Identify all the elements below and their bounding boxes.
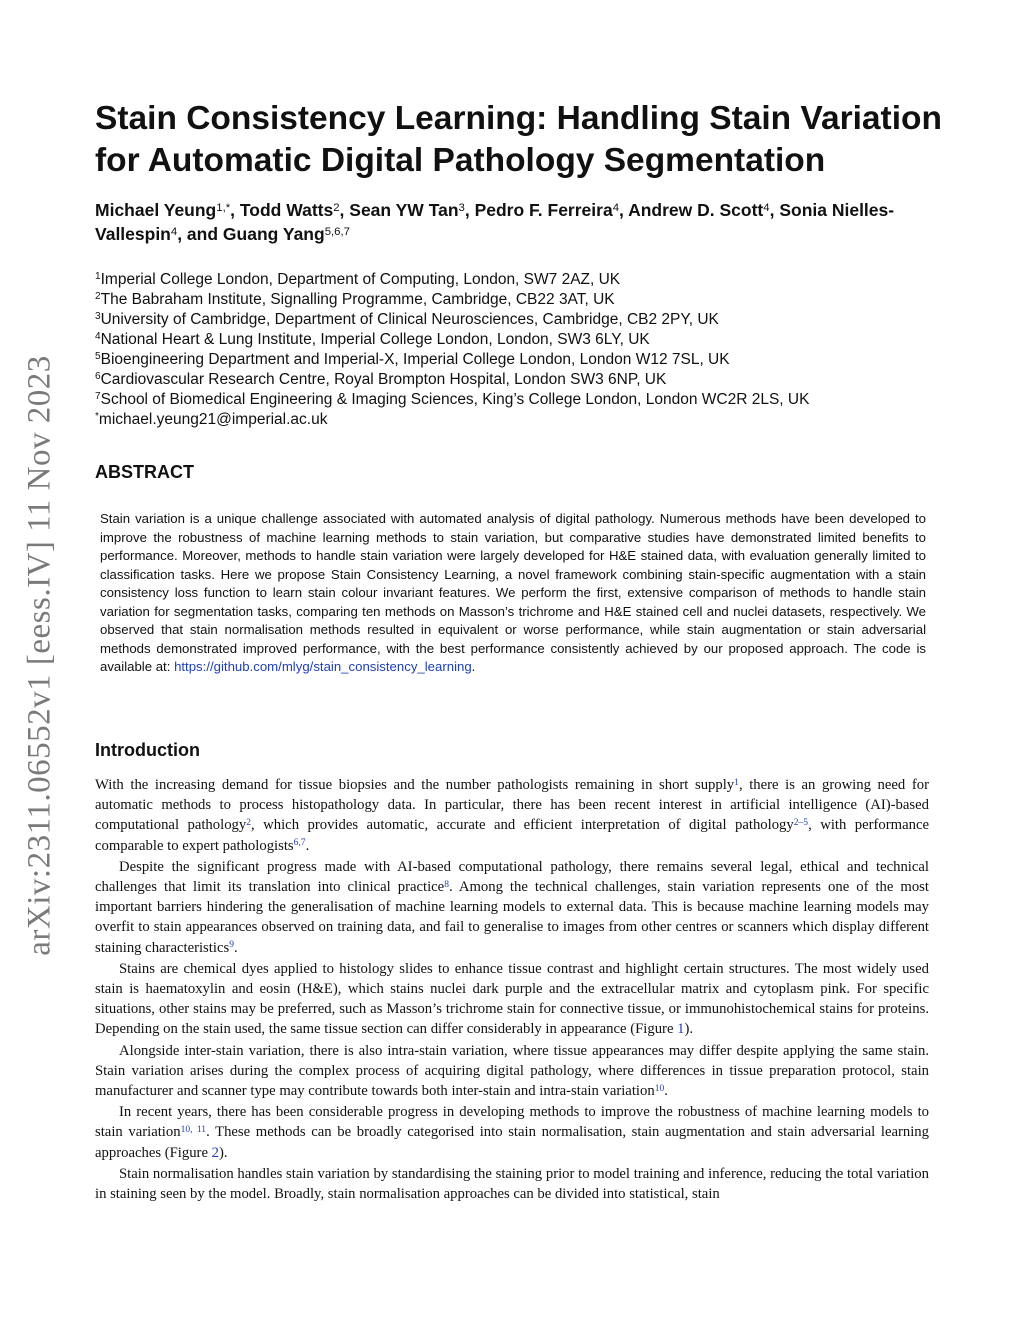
author-name: Michael Yeung: [95, 200, 217, 220]
abstract-heading: ABSTRACT: [95, 462, 194, 482]
code-link[interactable]: https://github.com/mlyg/stain_consistency_learning: [174, 659, 472, 674]
affiliation-list: [95, 270, 945, 430]
figure-link[interactable]: 1: [677, 1021, 685, 1038]
paragraph: Stains are chemical dyes applied to histology slides to enhance tissue contrast and highlight certain structures. The most widely used stain is haematoxylin and eosin (H&E), which stains nuclei dark purple and the extracellular matrix and cytoplasm pink. For specific situations, other stains may be preferred, such as Masson’s trichrome stain for connective tissue, or immunohistochemical stains for proteins. Depending on the stain used, the same tissue section can differ considerably in appearance (Figure 1).: [95, 960, 929, 1038]
author-name: Andrew D. Scott: [628, 200, 764, 220]
citation-link[interactable]: 6,7: [293, 837, 306, 849]
paragraph: In recent years, there has been considerable progress in developing methods to improve the robustness of machine learning models to stain variation$^{10, 11}$. These methods can be broadly categorised into stain normalisation, stain augmentation and stain adversarial learning approaches (Figure 2).: [95, 1104, 929, 1161]
affiliation-item: $^4$National Heart & Lung Institute, Imperial College London, London, SW3 6LY, UK: [95, 331, 650, 348]
citation-link[interactable]: 10: [654, 1082, 665, 1094]
paragraph: Alongside inter-stain variation, there is also intra-stain variation, where tissue appearances may differ despite applying the same stain. Stain variation arises during the complex process of acquiring digital pathology, where differences in tissue preparation protocol, stain manufacturer and scanner type may contribute towards both inter-stain and intra-stain variation$^{10}$.: [95, 1042, 929, 1100]
citation-link[interactable]: 10, 11: [180, 1124, 207, 1136]
author-affil-mark: 3: [458, 201, 465, 214]
figure-link[interactable]: 2: [211, 1144, 219, 1161]
arxiv-identifier: arXiv:2311.06552v1 [eess.IV] 11 Nov 2023: [21, 354, 58, 956]
author-name: Todd Watts: [239, 200, 334, 220]
author-affil-mark: 4: [612, 201, 620, 214]
citation-link[interactable]: 9: [229, 939, 234, 951]
citation-link[interactable]: 2: [246, 817, 252, 829]
paper-title: Stain Consistency Learning: Handling Stain Variation for Automatic Digital Pathology Segmentation: [95, 100, 942, 179]
affiliation-item: $^1$Imperial College London, Department of Computing, London, SW7 2AZ, UK: [95, 271, 621, 288]
author-name: Guang Yang: [222, 224, 325, 244]
affiliation-item: $^5$Bioengineering Department and Imperial-X, Imperial College London, London W12 7SL, UK: [95, 351, 730, 368]
corresponding-email: *michael.yeung21@imperial.ac.uk: [95, 411, 328, 428]
author-affil-mark: 1,*: [216, 201, 231, 214]
author-affil-mark: 4: [170, 225, 178, 238]
paragraph: With the increasing demand for tissue biopsies and the number pathologists remaining in short supply$^1$, there is an growing need for automatic methods to process histopathology data. In particular, there has been recent interest in artificial intelligence (AI)-based computational pathology$^2$, which provides automatic, accurate and efficient interpretation of digital pathology$^{2-5}$, with performance comparable to expert pathologists$^{6,7}$.: [95, 776, 929, 854]
abstract-text: Stain variation is a unique challenge associated with automated analysis of digital pathology. Numerous methods have been developed to improve the robustness of machine learning methods to stain variation, but comparative studies have demonstrated limited benefits to performance. Moreover, methods to handle stain variation were largely developed for H&E stained data, with evaluation generally limited to classification tasks. Here we propose Stain Consistency Learning, a novel framework combining stain-specific augmentation with a stain consistency loss function to learn stain colour invariant features. We perform the first, extensive comparison of methods to handle stain variation for segmentation tasks, comparing ten methods on Masson’s trichrome and H&E stained cell and nuclei datasets, respectively. We observed that stain normalisation methods resulted in equivalent or worse performance, while stain augmentation or stain adversarial methods demonstrated improved performance, with the best performance consistently achieved by our proposed approach. The code is available at: https://github.com/mlyg/stain_consistency_learning.: [100, 511, 926, 674]
author-affil-mark: 5,6,7: [324, 225, 350, 238]
author-affil-mark: 2: [333, 201, 340, 214]
citation-link[interactable]: 2–5: [793, 817, 809, 829]
paragraph: Stain normalisation handles stain variation by standardising the staining prior to model training and inference, reducing the total variation in staining seen by the model. Broadly, stain normalisation approaches can be divided into statistical, stain: [95, 1165, 929, 1203]
introduction-body: [95, 775, 929, 1205]
introduction-heading: Introduction: [95, 740, 200, 760]
affiliation-item: $^7$School of Biomedical Engineering & Imaging Sciences, King’s College London, London WC2R 2LS, UK: [95, 391, 810, 408]
author-list: Michael Yeung$^{1,*}$, Todd Watts$^2$, Sean YW Tan$^3$, Pedro F. Ferreira$^4$, Andrew D. Scott$^4$, Sonia Nielles-Vallespin$^4$, and Guang Yang$^{5,6,7}$: [95, 200, 895, 244]
author-name: Pedro F. Ferreira: [474, 200, 613, 220]
author-name: Sean YW Tan: [349, 200, 459, 220]
affiliation-item: $^6$Cardiovascular Research Centre, Royal Brompton Hospital, London SW3 6NP, UK: [95, 371, 667, 388]
paragraph: Despite the significant progress made with AI-based computational pathology, there remains several legal, ethical and technical challenges that limit its translation into clinical practice$^8$. Among the technical challenges, stain variation represents one of the most important barriers hindering the generalisation of machine learning models to external data. This is because machine learning models may overfit to stain appearances observed on training data, and fail to generalise to images from other centres or scanners which display different staining characteristics$^9$.: [95, 858, 929, 956]
author-name: Sonia Nielles-Vallespin: [95, 200, 895, 244]
affiliation-item: $^3$University of Cambridge, Department of Clinical Neurosciences, Cambridge, CB2 2PY, UK: [95, 311, 719, 328]
citation-link[interactable]: 1: [734, 776, 739, 788]
citation-link[interactable]: 8: [444, 878, 449, 890]
affiliation-item: $^2$The Babraham Institute, Signalling Programme, Cambridge, CB22 3AT, UK: [95, 291, 615, 308]
arxiv-sidebar: [20, 345, 60, 965]
author-affil-mark: 4: [763, 201, 770, 214]
